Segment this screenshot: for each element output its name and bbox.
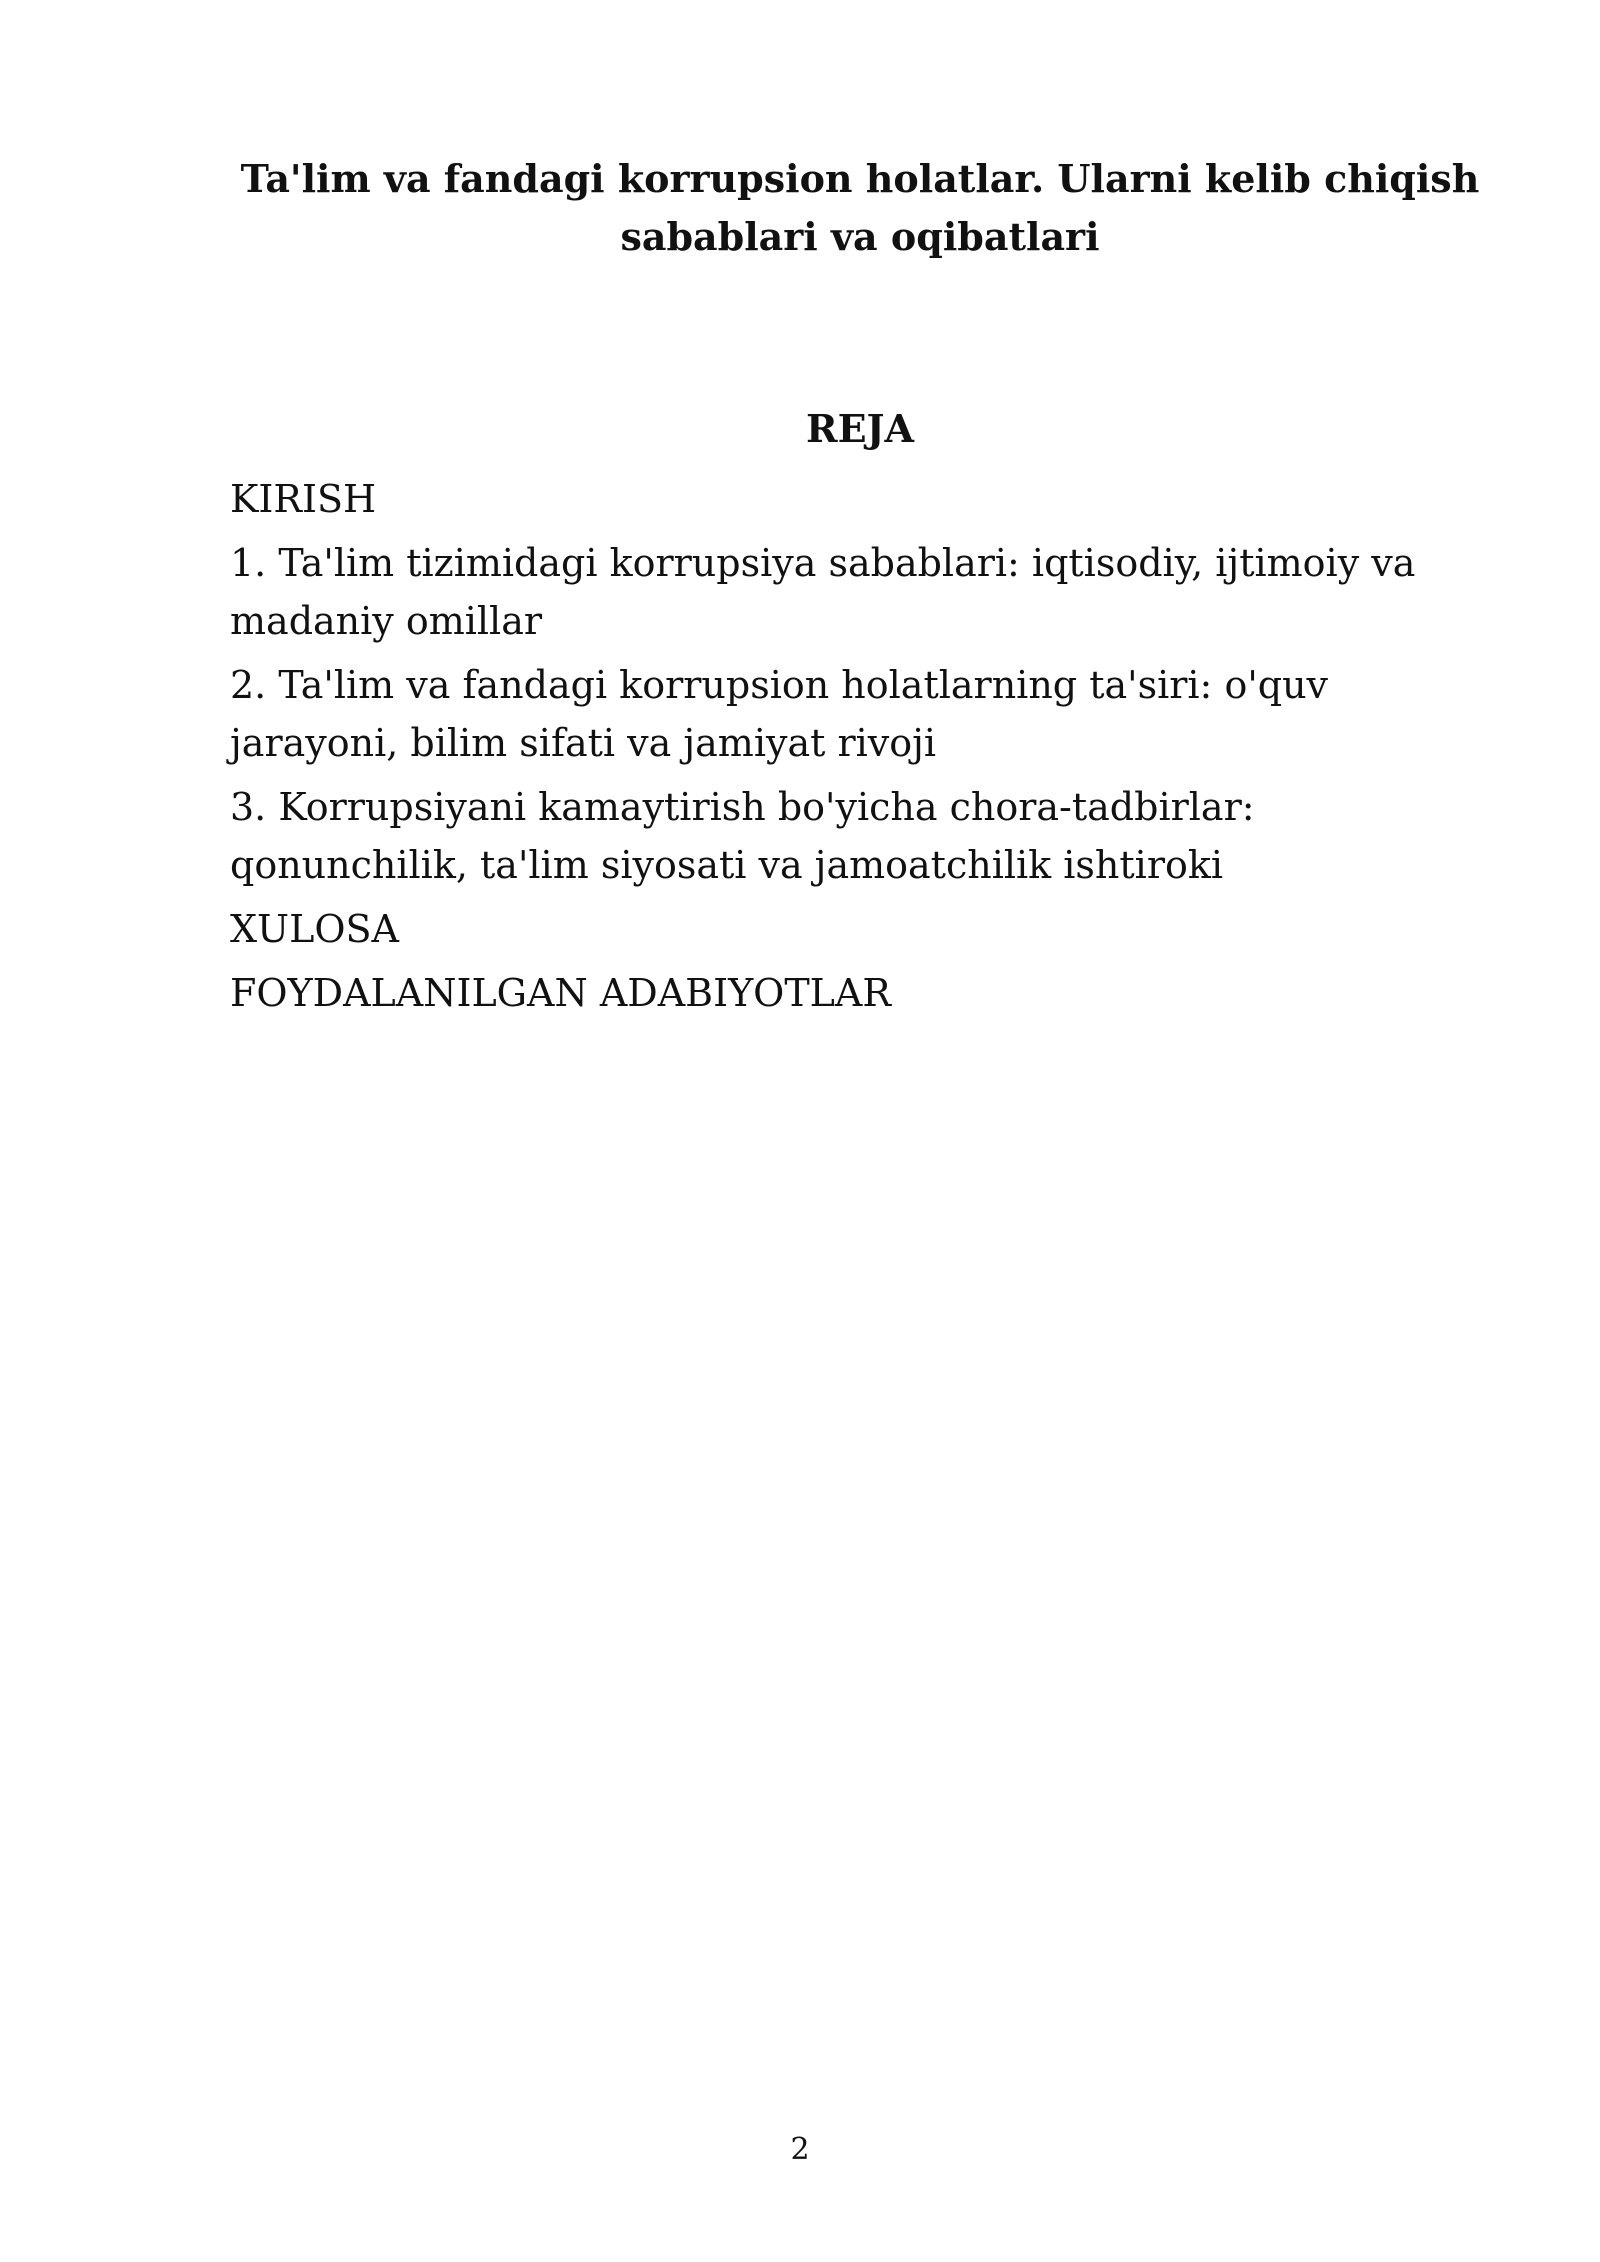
plan-item-intro: KIRISH	[230, 477, 377, 521]
plan-item-conclusion: XULOSA	[230, 907, 399, 951]
document-title: Ta'lim va fandagi korrupsion holatlar. Ularni kelib chiqish sabablari va oqibatlari	[240, 156, 1480, 259]
plan-item-2: 2. Ta'lim va fandagi korrupsion holatlarning ta'siri: o'quv jarayoni, bilim sifati va jamiyat rivoji	[230, 663, 1329, 765]
plan-heading: REJA	[805, 406, 914, 451]
plan-item-3: 3. Korrupsiyani kamaytirish bo'yicha chora-tadbirlar: qonunchilik, ta'lim siyosati va jamoatchilik ishtiroki	[230, 785, 1255, 887]
page-number: 2	[790, 2132, 810, 2167]
plan-list	[230, 470, 1490, 1028]
plan-item-references: FOYDALANILGAN ADABIYOTLAR	[230, 971, 891, 1015]
plan-item-1: 1. Ta'lim tizimidagi korrupsiya sabablari: iqtisodiy, ijtimoiy va madaniy omillar	[230, 541, 1416, 643]
